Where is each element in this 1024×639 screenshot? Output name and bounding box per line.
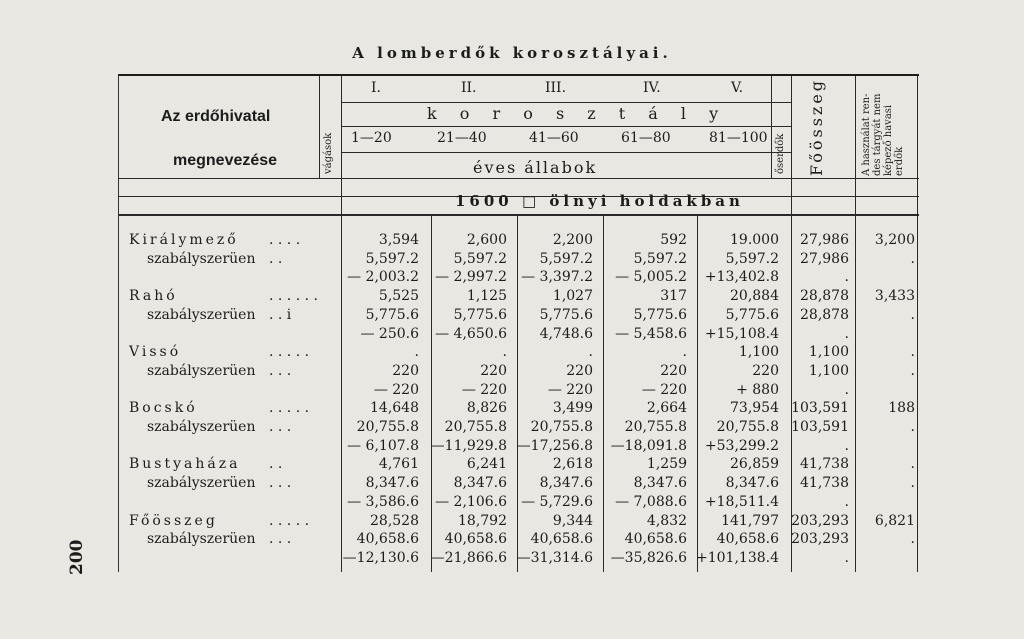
table-cell: 28,878 [800,288,849,305]
table-cell: — 2,997.2 [435,269,507,286]
table-cell: +13,402.8 [704,269,779,286]
table-cell: . [910,250,915,267]
range-4: 61—80 [621,130,671,146]
table-cell: 27,986 [800,250,849,267]
roman-4: IV. [643,80,661,96]
table-cell: 203,293 [791,512,849,529]
table-cell: 103,591 [791,419,849,435]
row-dots: . . . . . [269,344,310,361]
table-cell: 5,597.2 [539,250,593,267]
row-dots: . . . . . . [269,288,318,305]
table-cell: 8,826 [466,400,507,417]
table-cell: 141,797 [721,512,779,529]
table-cell: . [910,344,915,361]
header-vagasok: vágások [323,132,334,174]
table-cell: —18,091.8 [610,437,687,454]
table-cell: — 250.6 [360,325,419,342]
table-cell: 5,525 [378,288,419,305]
page-title: A lomberdők korosztályai. [352,44,672,62]
table-cell: 4,761 [378,456,419,473]
header-rule [119,178,919,179]
row-label: Királymező [129,232,239,248]
header-designation: megnevezése [173,152,278,169]
table-cell: — 7,088.6 [615,493,687,510]
table-cell: 5,775.6 [365,306,419,323]
header-unit: 1600 □ ölnyi holdakban [455,192,744,210]
table-cell: +53,299.2 [704,437,779,454]
table-cell: — 220 [373,381,419,398]
row-label: szabályszerüen [147,531,256,548]
table-cell: 40,658.6 [716,531,779,548]
table-cell: . [844,493,849,510]
header-hasznalat: A használat ren- des tárgyát nem képező havasi erdők [861,93,905,176]
table-cell: 5,597.2 [453,250,507,267]
table-cell: 28,528 [370,512,419,529]
range-1: 1—20 [351,130,392,146]
table-cell: 5,597.2 [633,250,687,267]
row-label: szabályszerüen [147,362,256,379]
table-cell: +15,108.4 [704,325,779,342]
row-dots: . . [269,250,283,267]
table-cell: 5,597.2 [365,250,419,267]
table-cell: . [910,306,915,323]
table-cell: 2,200 [552,232,593,248]
table-cell: 20,755.8 [444,419,507,435]
row-label: Bocskó [129,400,198,417]
table-cell: 220 [752,362,779,379]
col-rule [791,76,792,572]
table-cell: 220 [566,362,593,379]
table-cell: 20,884 [730,288,779,305]
roman-1: I. [371,80,381,96]
table-cell: 41,738 [800,456,849,473]
table-cell: 26,859 [730,456,779,473]
korosztaly-rule [341,126,791,127]
header-office: Az erdőhivatal [161,108,271,125]
row-dots: . . . . . [269,400,310,417]
table-cell: 20,755.8 [530,419,593,435]
row-dots: . . i [269,306,292,323]
table-cell: . [414,344,419,361]
table-cell: 5,775.6 [539,306,593,323]
table-cell: 5,597.2 [725,250,779,267]
table-cell: — 3,397.2 [521,269,593,286]
table-cell: —35,826.6 [610,549,687,566]
table-cell: 1,100 [808,362,849,379]
table-cell: 220 [392,362,419,379]
table-cell: . [844,381,849,398]
table-cell: 5,775.6 [633,306,687,323]
table-cell: 5,775.6 [725,306,779,323]
table-cell: 3,433 [874,288,915,305]
table-cell: 3,200 [874,232,915,248]
roman-5: V. [731,80,744,96]
table-cell: 9,344 [552,512,593,529]
table-cell: 5,775.6 [453,306,507,323]
data-table [118,74,919,572]
header-fosszeg: Főösszeg [807,77,826,176]
table-cell: 8,347.6 [725,475,779,492]
table-cell: 8,347.6 [633,475,687,492]
col-rule [431,216,432,572]
table-cell: . [910,456,915,473]
table-cell: . [682,344,687,361]
table-cell: —31,314.6 [516,549,593,566]
table-cell: 1,259 [646,456,687,473]
row-label: szabályszerüen [147,250,256,267]
table-cell: 6,241 [466,456,507,473]
table-cell: . [844,549,849,566]
table-cell: 317 [660,288,687,305]
col-rule [855,76,856,572]
table-cell: —17,256.8 [516,437,593,454]
table-cell: . [910,531,915,548]
table-cell: — 220 [547,381,593,398]
table-cell: 8,347.6 [539,475,593,492]
row-dots: . . . [269,419,292,435]
table-cell: 103,591 [791,400,849,417]
table-cell: . [844,325,849,342]
table-cell: — 220 [461,381,507,398]
table-cell: 203,293 [791,531,849,548]
header-bottom-rule [119,214,919,216]
table-cell: 40,658.6 [624,531,687,548]
table-cell: 220 [480,362,507,379]
table-cell: 40,658.6 [444,531,507,548]
table-cell: — 5,005.2 [615,269,687,286]
table-cell: 188 [888,400,915,417]
row-label: szabályszerüen [147,475,256,492]
table-cell: 2,618 [552,456,593,473]
header-eves-allabok: éves állabok [473,158,598,177]
table-cell: 14,648 [370,400,419,417]
table-cell: 3,594 [378,232,419,248]
row-label: Főösszeg [129,512,218,529]
table-cell: . [910,475,915,492]
table-cell: . [588,344,593,361]
header-oserdok: őserdők [775,133,786,174]
table-cell: 8,347.6 [365,475,419,492]
table-cell: +101,138.4 [696,549,779,566]
table-cell: 1,027 [552,288,593,305]
table-cell: 40,658.6 [530,531,593,548]
table-cell: 28,878 [800,306,849,323]
table-cell: 2,600 [466,232,507,248]
row-dots: . . . . [269,232,301,248]
row-dots: . . . [269,362,292,379]
row-dots: . . . . . [269,512,310,529]
row-label: szabályszerüen [147,419,256,435]
table-cell: — 5,729.6 [521,493,593,510]
table-cell: — 5,458.6 [615,325,687,342]
table-cell: 20,755.8 [624,419,687,435]
table-cell: 73,954 [730,400,779,417]
roman-rule [341,102,791,103]
col-rule [771,76,772,178]
table-cell: + 880 [736,381,779,398]
table-cell: 20,755.8 [356,419,419,435]
table-cell: — 4,650.6 [435,325,507,342]
ranges-rule [341,152,791,153]
range-2: 21—40 [437,130,487,146]
table-cell: 27,986 [800,232,849,248]
table-cell: 6,821 [874,512,915,529]
table-cell: 592 [660,232,687,248]
table-cell: 18,792 [458,512,507,529]
row-dots: . . [269,456,283,473]
table-cell: 41,738 [800,475,849,492]
table-cell: 1,125 [466,288,507,305]
row-label: Bustyaháza [129,456,241,473]
roman-2: II. [461,80,477,96]
col-rule [341,76,342,572]
row-label: Rahó [129,288,178,305]
header-korosztaly: k o r o s z t á l y [427,104,728,123]
row-label: szabályszerüen [147,306,256,323]
col-rule [603,216,604,572]
table-cell: — 3,586.6 [347,493,419,510]
table-cell: 40,658.6 [356,531,419,548]
table-cell: 1,100 [808,344,849,361]
row-dots: . . . [269,475,292,492]
table-cell: — 220 [641,381,687,398]
row-dots: . . . [269,531,292,548]
table-cell: — 2,106.6 [435,493,507,510]
table-cell: 2,664 [646,400,687,417]
roman-3: III. [545,80,567,96]
table-cell: — 6,107.8 [347,437,419,454]
table-cell: 8,347.6 [453,475,507,492]
row-label: Vissó [129,344,182,361]
table-cell: . [502,344,507,361]
table-cell: —21,866.6 [430,549,507,566]
table-cell: —11,929.8 [430,437,507,454]
page-number: 200 [67,539,87,575]
col-rule [517,216,518,572]
table-cell: 19.000 [730,232,779,248]
table-cell: . [844,437,849,454]
table-cell: 3,499 [552,400,593,417]
table-cell: 1,100 [738,344,779,361]
table-cell: 4,748.6 [539,325,593,342]
range-3: 41—60 [529,130,579,146]
col-rule [319,76,320,178]
col-rule [917,76,918,572]
table-cell: . [910,419,915,435]
table-cell: 4,832 [646,512,687,529]
table-cell: 20,755.8 [716,419,779,435]
table-cell: 220 [660,362,687,379]
table-cell: . [910,362,915,379]
range-5: 81—100 [709,130,768,146]
table-cell: —12,130.6 [342,549,419,566]
col-rule [697,216,698,572]
table-cell: +18,511.4 [704,493,779,510]
table-cell: . [844,269,849,286]
table-cell: — 2,003.2 [347,269,419,286]
